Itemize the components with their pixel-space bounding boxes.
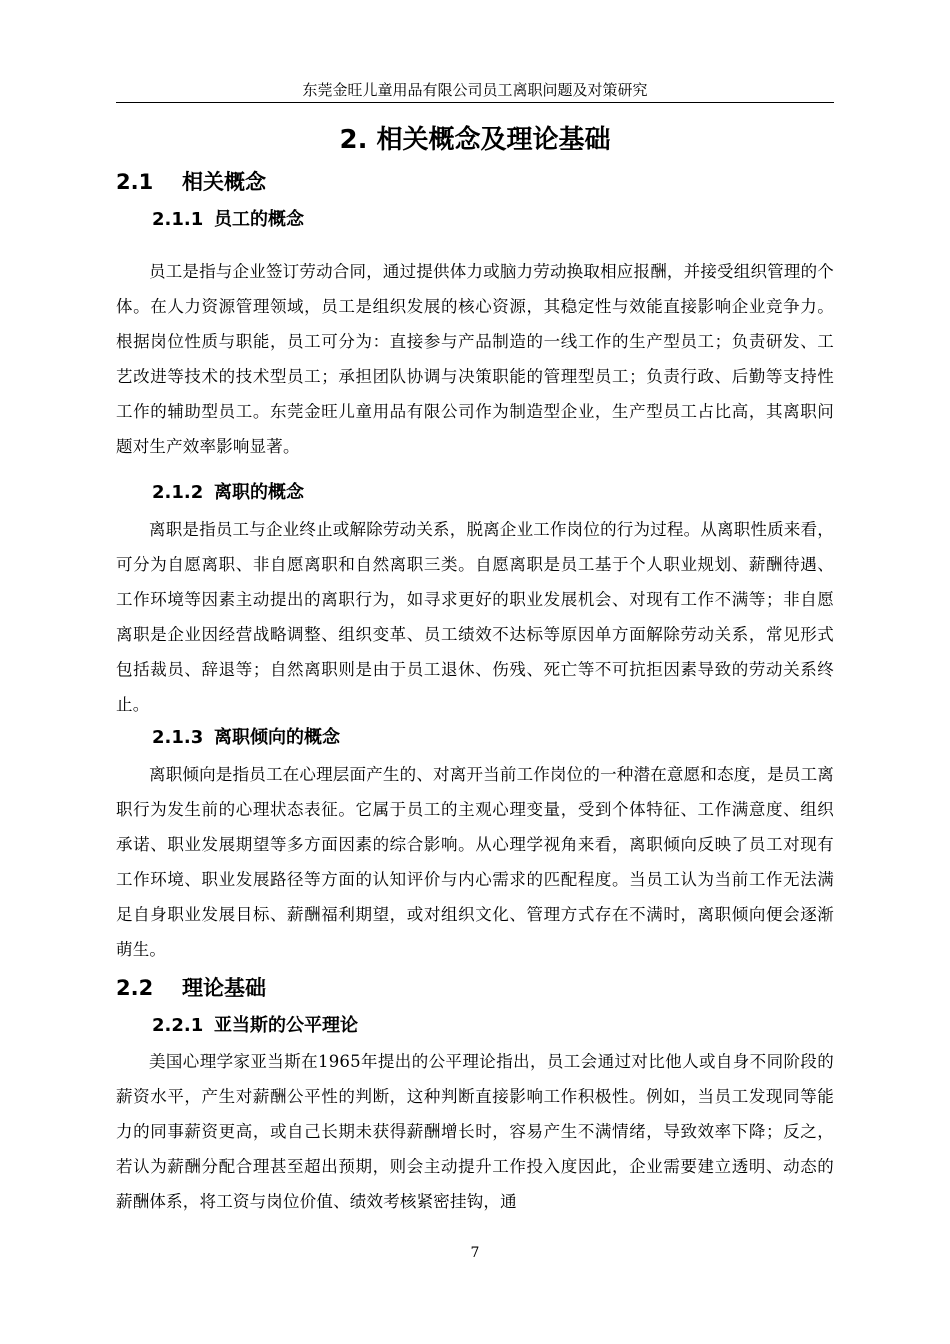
subsection-heading-2-1-1 <box>152 207 304 233</box>
subsection-number: 2.2.1 <box>152 1015 204 1036</box>
section-number: 2.2 <box>116 976 154 1000</box>
subsection-number: 2.1.1 <box>152 209 204 230</box>
running-header: 东莞金旺儿童用品有限公司员工离职问题及对策研究 <box>302 81 648 99</box>
section-heading-2-1 <box>116 167 266 197</box>
section-heading-2-2 <box>116 973 266 1003</box>
subsection-title: 亚当斯的公平理论 <box>214 1015 358 1036</box>
paragraph-turnover-concept: 离职是指员工与企业终止或解除劳动关系，脱离企业工作岗位的行为过程。从离职性质来看，可分为自愿离职、非自愿离职和自然离职三类。自愿离职是员工基于个人职业规划、薪酬待遇、工作环境等因素主动提出的离职行为，如寻求更好的职业发展机会、对现有工作不满等；非自愿离职是企业因经营战略调整、组织变革、员工绩效不达标等原因单方面解除劳动关系，常见形式包括裁员、辞退等；自然离职则是由于员工退休、伤残、死亡等不可抗拒因素导致的劳动关系终止。 <box>116 520 834 714</box>
chapter-title: 2. 相关概念及理论基础 <box>339 125 611 155</box>
subsection-title: 员工的概念 <box>214 209 304 230</box>
subsection-number: 2.1.2 <box>152 482 204 503</box>
page-number: 7 <box>470 1245 480 1261</box>
subsection-heading-2-1-2 <box>152 480 304 506</box>
subsection-title: 离职的概念 <box>214 482 304 503</box>
header-divider <box>116 102 834 103</box>
section-title: 理论基础 <box>182 976 266 1000</box>
subsection-title: 离职倾向的概念 <box>214 727 340 748</box>
paragraph-equity-theory: 美国心理学家亚当斯在1965年提出的公平理论指出，员工会通过对比他人或自身不同阶段的薪资水平，产生对薪酬公平性的判断，这种判断直接影响工作积极性。例如，当员工发现同等能力的同事薪资更高，或自己长期未获得薪酬增长时，容易产生不满情绪，导致效率下降；反之，若认为薪酬分配合理甚至超出预期，则会主动提升工作投入度因此，企业需要建立透明、动态的薪酬体系，将工资与岗位价值、绩效考核紧密挂钩，通 <box>116 1052 834 1211</box>
section-title: 相关概念 <box>182 170 266 194</box>
paragraph-employee-concept: 员工是指与企业签订劳动合同，通过提供体力或脑力劳动换取相应报酬，并接受组织管理的个体。在人力资源管理领域，员工是组织发展的核心资源，其稳定性与效能直接影响企业竞争力。根据岗位性质与职能，员工可分为：直接参与产品制造的一线工作的生产型员工；负责研发、工艺改进等技术的技术型员工；承担团队协调与决策职能的管理型员工；负责行政、后勤等支持性工作的辅助型员工。东莞金旺儿童用品有限公司作为制造型企业，生产型员工占比高，其离职问题对生产效率影响显著。 <box>116 262 834 456</box>
subsection-heading-2-2-1 <box>152 1013 358 1039</box>
subsection-heading-2-1-3 <box>152 725 340 751</box>
section-number: 2.1 <box>116 170 154 194</box>
paragraph-turnover-intention: 离职倾向是指员工在心理层面产生的、对离开当前工作岗位的一种潜在意愿和态度，是员工离职行为发生前的心理状态表征。它属于员工的主观心理变量，受到个体特征、工作满意度、组织承诺、职业发展期望等多方面因素的综合影响。从心理学视角来看，离职倾向反映了员工对现有工作环境、职业发展路径等方面的认知评价与内心需求的匹配程度。当员工认为当前工作无法满足自身职业发展目标、薪酬福利期望，或对组织文化、管理方式存在不满时，离职倾向便会逐渐萌生。 <box>116 765 834 959</box>
subsection-number: 2.1.3 <box>152 727 204 748</box>
